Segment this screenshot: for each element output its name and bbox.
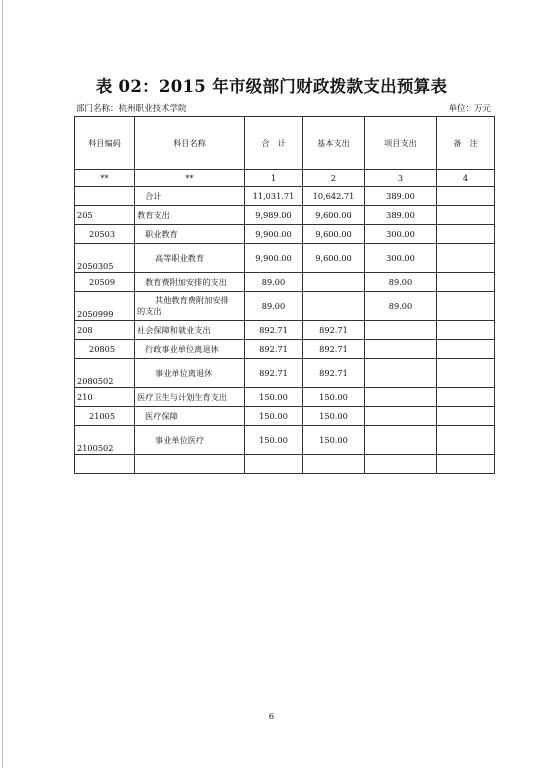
code-cell: 210 [75,388,135,407]
basic-cell: 892.71 [303,359,365,388]
total-cell: 9,900.00 [245,244,303,273]
note-cell [437,292,495,321]
basic-cell: 150.00 [303,388,365,407]
header-project: 项目支出 [365,117,437,170]
mark-cell: ** [135,170,245,187]
table-row [75,407,495,426]
note-cell [437,321,495,340]
department-label: 部门名称：杭州职业技术学院 [76,104,187,114]
name-cell: 医疗保障 [135,407,245,426]
mark-cell: 2 [303,170,365,187]
note-cell [437,388,495,407]
page-number: 6 [268,712,275,722]
budget-table [74,116,495,474]
basic-cell: 150.00 [303,426,365,455]
note-cell [437,187,495,206]
mark-cell: 1 [245,170,303,187]
table-row [75,321,495,340]
project-cell: 89.00 [365,292,437,321]
total-cell: 892.71 [245,359,303,388]
basic-cell: 9,600.00 [303,206,365,225]
header-row [75,117,495,170]
empty-cell [135,455,245,474]
name-cell: 高等职业教育 [135,244,245,273]
empty-cell [437,455,495,474]
name-cell [135,292,245,321]
empty-cell [365,455,437,474]
name-cell: 教育费附加安排的支出 [135,273,245,292]
code-cell [75,187,135,206]
name-cell: 教育支出 [135,206,245,225]
note-cell [437,273,495,292]
project-cell [365,388,437,407]
total-cell: 150.00 [245,388,303,407]
name-cell: 事业单位离退休 [135,359,245,388]
total-cell: 892.71 [245,340,303,359]
code-cell: 2050305 [75,244,135,273]
project-cell: 389.00 [365,206,437,225]
code-cell: 205 [75,206,135,225]
table-row [75,225,495,244]
table-row [75,340,495,359]
total-cell: 9,900.00 [245,225,303,244]
header-basic: 基本支出 [303,117,365,170]
name-cell: 医疗卫生与计划生育支出 [135,388,245,407]
column-index-row [75,170,495,187]
project-cell [365,321,437,340]
code-cell: 20503 [75,225,135,244]
basic-cell: 892.71 [303,321,365,340]
total-cell: 150.00 [245,407,303,426]
name-line-2: 的支出 [137,306,162,316]
basic-cell: 9,600.00 [303,225,365,244]
page-title: 表 02：2015 年市级部门财政拨款支出预算表 [95,77,448,96]
table-row [75,244,495,273]
basic-cell [303,292,365,321]
table-row [75,292,495,321]
mark-cell: 4 [437,170,495,187]
total-cell: 89.00 [245,292,303,321]
note-cell [437,340,495,359]
project-cell: 300.00 [365,244,437,273]
code-cell: 2100502 [75,426,135,455]
name-cell: 社会保障和就业支出 [135,321,245,340]
header-code: 科目编码 [75,117,135,170]
note-cell [437,407,495,426]
code-cell: 208 [75,321,135,340]
empty-cell [75,455,135,474]
project-cell [365,407,437,426]
mark-cell: 3 [365,170,437,187]
table-row [75,426,495,455]
table-row [75,206,495,225]
code-cell: 2080502 [75,359,135,388]
note-cell [437,359,495,388]
project-cell: 300.00 [365,225,437,244]
note-cell [437,206,495,225]
total-cell: 89.00 [245,273,303,292]
basic-cell [303,273,365,292]
name-cell: 职业教育 [135,225,245,244]
total-cell: 9,989.00 [245,206,303,225]
table-row [75,187,495,206]
header-total: 合 计 [245,117,303,170]
project-cell [365,340,437,359]
table-row [75,359,495,388]
name-line-1: 其他教育费附加安排 [155,295,229,305]
table-row [75,388,495,407]
unit-label: 单位：万元 [448,104,491,114]
mark-cell: ** [75,170,135,187]
page-edge-line [2,0,3,768]
total-cell: 11,031.71 [245,187,303,206]
name-cell: 事业单位医疗 [135,426,245,455]
project-cell [365,426,437,455]
table-row [75,273,495,292]
basic-cell: 9,600.00 [303,244,365,273]
header-note: 备 注 [437,117,495,170]
empty-cell [303,455,365,474]
project-cell [365,359,437,388]
name-cell: 行政事业单位离退休 [135,340,245,359]
code-cell: 21005 [75,407,135,426]
code-cell: 20509 [75,273,135,292]
empty-cell [245,455,303,474]
basic-cell: 10,642.71 [303,187,365,206]
header-name: 科目名称 [135,117,245,170]
note-cell [437,426,495,455]
project-cell: 89.00 [365,273,437,292]
note-cell [437,244,495,273]
code-cell: 20805 [75,340,135,359]
total-cell: 892.71 [245,321,303,340]
name-cell: 合计 [135,187,245,206]
project-cell: 389.00 [365,187,437,206]
empty-table-row [75,455,495,474]
total-cell: 150.00 [245,426,303,455]
basic-cell: 892.71 [303,340,365,359]
note-cell [437,225,495,244]
code-cell: 2050999 [75,292,135,321]
basic-cell: 150.00 [303,407,365,426]
